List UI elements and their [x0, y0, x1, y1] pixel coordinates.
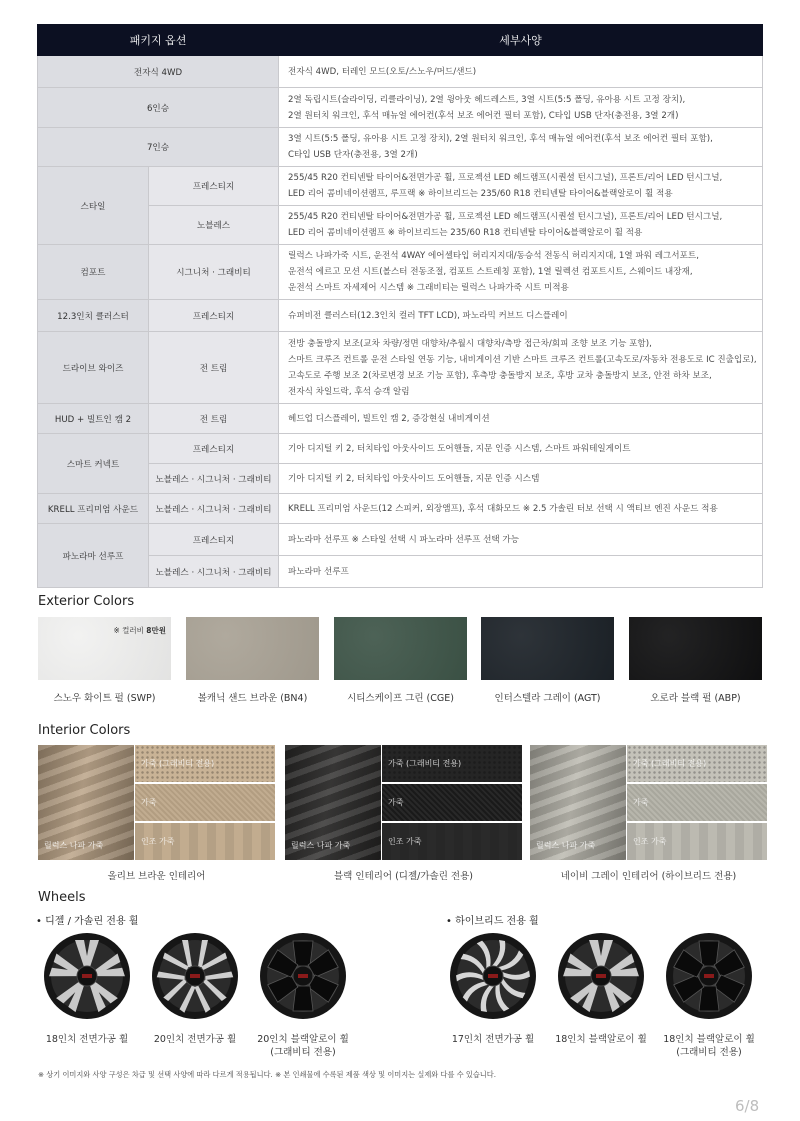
table-row	[38, 404, 763, 434]
trim-name: 노블레스 · 시그니처 · 그래비티	[149, 556, 279, 588]
option-name: 7인승	[38, 128, 279, 167]
material-tile: 가죽	[135, 784, 275, 821]
option-name: 6인승	[38, 88, 279, 128]
trim-name: 프레스티지	[149, 434, 279, 464]
wheel-18-black-alloy[interactable]	[556, 931, 646, 1021]
disclaimer-footnote: ※ 상기 이미지와 사양 구성은 차급 및 선택 사양에 따라 다르게 적용됩니다. ※ 본 인쇄물에 수록된 제품 색상 및 이미지는 실제와 다를 수 있습니다.	[38, 1070, 496, 1079]
trim-name: 프레스티지	[149, 167, 279, 206]
option-name: KRELL 프리미엄 사운드	[38, 494, 149, 524]
wheel-label: 20인치 블랙알로이 휠 (그래비티 전용)	[257, 1034, 349, 1058]
color-swatch-agt[interactable]	[481, 617, 614, 680]
option-name: 12.3인치 클러스터	[38, 300, 149, 332]
trim-name: 시그니처 · 그래비티	[149, 245, 279, 300]
wheel-group-hybrid: • 하이브리드 전용 휠	[446, 916, 539, 927]
material-tile: 가죽 (그래비티 전용)	[382, 745, 522, 782]
interior-colors-title: Interior Colors	[38, 723, 131, 738]
table-row	[38, 434, 763, 464]
table-row	[38, 494, 763, 524]
option-detail: 3열 시트(5:5 폴딩, 유아용 시트 고정 장치), 2열 원터치 워크인, 후석 매뉴얼 에어컨(후석 보조 에어컨 필터 포함), C타입 USB 단자(충전용, 3열 2개)	[279, 128, 763, 167]
table-row	[38, 88, 763, 128]
table-row	[38, 128, 763, 167]
header-details: 세부사양	[279, 25, 763, 56]
option-detail: 전자식 4WD, 터레인 모드(오토/스노우/머드/샌드)	[279, 56, 763, 88]
option-detail: 릴럭스 나파가죽 시트, 운전석 4WAY 에어셀타입 허리지지대/동승석 전동식 허리지지대, 1열 파워 레그서포트, 운전석 에르고 모션 시트(볼스터 전동조절, 컴포트 스트레칭 포함), 1열 릴렉션 컴포트시트, 스웨이드 내장재, 운전석 스마트 자세제어 시스템 ※ 그래비티는 릴럭스 나파가죽 시트 미적용	[279, 245, 763, 300]
wheel-label: 18인치 전면가공 휠	[45, 1034, 129, 1045]
option-detail: 파노라마 선루프 ※ 스타일 선택 시 파노라마 선루프 선택 가능	[279, 524, 763, 556]
material-tile: 가죽	[627, 784, 767, 821]
material-tile: 인조 가죽	[627, 823, 767, 860]
material-tile: 가죽 (그래비티 전용)	[627, 745, 767, 782]
wheel-label: 18인치 블랙알로이 휠	[555, 1034, 647, 1045]
option-name: HUD + 빌트인 캠 2	[38, 404, 149, 434]
wheel-18-black-alloy-gravity[interactable]	[664, 931, 754, 1021]
wheel-label: 17인치 전면가공 휠	[451, 1034, 535, 1045]
option-name: 스타일	[38, 167, 149, 245]
page-number: 6/8	[735, 1097, 760, 1115]
header-package-options: 패키지 옵션	[38, 25, 279, 56]
seat-image: 릴럭스 나파 가죽	[38, 745, 134, 860]
interior-set-navy-gray[interactable]	[530, 745, 767, 860]
package-options-table	[37, 24, 763, 588]
color-fee-note: ※ 컬러비 8만원	[113, 626, 166, 635]
exterior-colors-title: Exterior Colors	[38, 594, 135, 609]
trim-name: 노블레스	[149, 206, 279, 245]
option-detail: 전방 충돌방지 보조(교차 차량/정면 대향차/추월시 대향차/측방 접근차/회피 조향 보조 기능 포함), 스마트 크루즈 컨트롤 운전 스타일 연동 기능, 내비게이션 기반 스마트 크루즈 컨트롤(고속도로/자동차 전용도로 IC 진출입로), 고속도로 주행 보조 2(차로변경 보조 기능 포함), 후측방 충돌방지 보조, 후방 교차 충돌방지 보조, 안전 하차 보조, 전자식 차일드락, 후석 승객 알림	[279, 332, 763, 404]
table-row	[38, 56, 763, 88]
option-detail: 헤드업 디스플레이, 빌트인 캠 2, 증강현실 내비게이션	[279, 404, 763, 434]
wheel-group-diesel-gasoline: • 디젤 / 가솔린 전용 휠	[36, 916, 139, 927]
table-row	[38, 524, 763, 556]
color-name-swp: 스노우 화이트 펄 (SWP)	[53, 693, 156, 704]
trim-name: 노블레스 · 시그니처 · 그래비티	[149, 494, 279, 524]
option-detail: 2열 독립시트(슬라이딩, 리클라이닝), 2열 윙아웃 헤드레스트, 3열 시트(5:5 폴딩, 유아용 시트 고정 장치), 2열 원터치 워크인, 후석 매뉴얼 에어컨(후석 보조 에어컨 필터 포함), C타입 USB 단자(충전용, 3열 2개)	[279, 88, 763, 128]
option-detail: 파노라마 선루프	[279, 556, 763, 588]
trim-name: 프레스티지	[149, 524, 279, 556]
color-name-abp: 오로라 블랙 펄 (ABP)	[650, 693, 741, 704]
wheel-label: 18인치 블랙알로이 휠 (그래비티 전용)	[663, 1034, 755, 1058]
wheel-label: 20인치 전면가공 휠	[153, 1034, 237, 1045]
material-tile: 인조 가죽	[135, 823, 275, 860]
color-swatch-swp[interactable]	[38, 617, 171, 680]
table-row	[38, 332, 763, 404]
wheel-20-machined[interactable]	[150, 931, 240, 1021]
interior-caption: 네이비 그레이 인테리어 (하이브리드 전용)	[560, 871, 737, 882]
color-name-cge: 시티스케이프 그린 (CGE)	[347, 693, 454, 704]
interior-caption: 블랙 인테리어 (디젤/가솔린 전용)	[334, 871, 473, 882]
color-name-agt: 인터스텔라 그레이 (AGT)	[494, 693, 601, 704]
option-detail: 255/45 R20 컨티넨탈 타이어&전면가공 휠, 프로젝션 LED 헤드램프(시퀀셜 턴시그널), 프론트/리어 LED 턴시그널, LED 리어 콤비네이션램프 ※ 하이브리드는 235/60 R18 컨티넨탈 타이어&블랙알로이 휠 적용	[279, 206, 763, 245]
trim-name: 노블레스 · 시그니처 · 그래비티	[149, 464, 279, 494]
wheel-18-machined[interactable]	[42, 931, 132, 1021]
color-swatch-cge[interactable]	[334, 617, 467, 680]
trim-name: 프레스티지	[149, 300, 279, 332]
wheel-20-black-alloy-gravity[interactable]	[258, 931, 348, 1021]
table-row	[38, 167, 763, 206]
material-tile: 가죽 (그래비티 전용)	[135, 745, 275, 782]
seat-image: 릴럭스 나파 가죽	[530, 745, 626, 860]
trim-name: 전 트림	[149, 404, 279, 434]
table-row	[38, 245, 763, 300]
option-name: 컴포트	[38, 245, 149, 300]
option-detail: 기아 디지털 키 2, 터치타입 아웃사이드 도어핸들, 지문 인증 시스템	[279, 464, 763, 494]
wheel-17-machined[interactable]	[448, 931, 538, 1021]
option-name: 드라이브 와이즈	[38, 332, 149, 404]
color-swatch-bn4[interactable]	[186, 617, 319, 680]
color-swatch-abp[interactable]	[629, 617, 762, 680]
option-detail: 슈퍼비전 클러스터(12.3인치 컬러 TFT LCD), 파노라믹 커브드 디스플레이	[279, 300, 763, 332]
wheels-title: Wheels	[38, 890, 86, 905]
material-tile: 인조 가죽	[382, 823, 522, 860]
interior-set-olive-brown[interactable]	[38, 745, 275, 860]
option-detail: KRELL 프리미엄 사운드(12 스피커, 외장앰프), 후석 대화모드 ※ 2.5 가솔린 터보 선택 시 액티브 엔진 사운드 적용	[279, 494, 763, 524]
seat-image: 릴럭스 나파 가죽	[285, 745, 381, 860]
option-detail: 기아 디지털 키 2, 터치타입 아웃사이드 도어핸들, 지문 인증 시스템, 스마트 파워테일게이트	[279, 434, 763, 464]
interior-set-black[interactable]	[285, 745, 522, 860]
table-header-row	[38, 25, 763, 56]
material-tile: 가죽	[382, 784, 522, 821]
interior-caption: 올리브 브라운 인테리어	[107, 871, 206, 882]
option-name: 스마트 커넥트	[38, 434, 149, 494]
table-row	[38, 300, 763, 332]
option-name: 전자식 4WD	[38, 56, 279, 88]
option-name: 파노라마 선루프	[38, 524, 149, 588]
trim-name: 전 트림	[149, 332, 279, 404]
color-name-bn4: 볼캐닉 샌드 브라운 (BN4)	[197, 693, 308, 704]
option-detail: 255/45 R20 컨티넨탈 타이어&전면가공 휠, 프로젝션 LED 헤드램프(시퀀셜 턴시그널), 프론트/리어 LED 턴시그널, LED 리어 콤비네이션램프, 루프랙 ※ 하이브리드는 235/60 R18 컨티넨탈 타이어&블랙알로이 휠 적용	[279, 167, 763, 206]
